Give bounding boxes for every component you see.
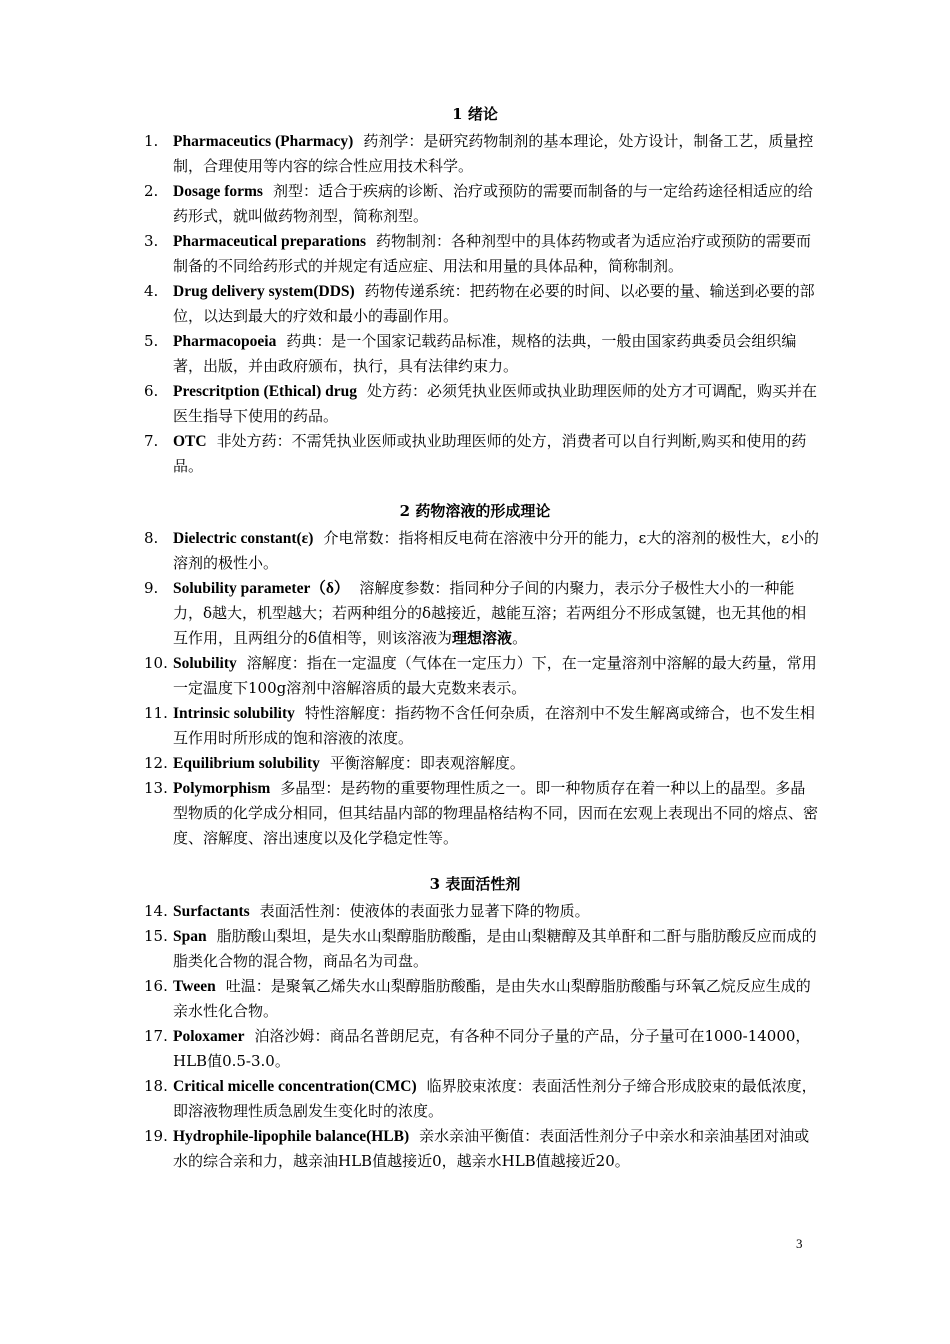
item-definition-tail: 。	[512, 629, 528, 647]
list-item	[0, 279, 950, 329]
page-number: 3	[796, 1236, 803, 1251]
list-item	[0, 974, 950, 1024]
item-definition: 亲水亲油平衡值：表面活性剂分子中亲水和亲油基团对油或水的综合亲和力，越亲油HLB值越接近0，越亲水HLB值越接近20。	[173, 1127, 810, 1170]
section-solution-theory	[0, 501, 950, 851]
list-item	[0, 651, 950, 701]
item-term: Span	[173, 928, 207, 945]
item-number: 1.	[144, 132, 159, 150]
item-term: Polymorphism	[173, 780, 271, 797]
item-number: 3.	[144, 232, 159, 250]
item-definition: 泊洛沙姆：商品名普朗尼克，有各种不同分子量的产品，分子量可在1000-14000，HLB值0.5-3.0。	[173, 1027, 811, 1070]
item-number: 12.	[144, 754, 168, 772]
item-term: Pharmaceutical preparations	[173, 233, 367, 250]
item-number: 14.	[144, 902, 168, 920]
item-definition: 非处方药：不需凭执业医师或执业助理医师的处方，消费者可以自行判断,购买和使用的药品。	[173, 432, 807, 475]
item-number: 6.	[144, 382, 159, 400]
item-number: 15.	[144, 927, 168, 945]
section-introduction	[0, 104, 950, 479]
item-term: Poloxamer	[173, 1028, 245, 1045]
list-item	[0, 429, 950, 479]
item-number: 7.	[144, 432, 159, 450]
item-term: Tween	[173, 978, 216, 995]
item-number: 18.	[144, 1077, 168, 1095]
list-item	[0, 229, 950, 279]
list-item	[0, 1024, 950, 1074]
item-term: Pharmacopoeia	[173, 333, 277, 350]
section-surfactants	[0, 874, 950, 1174]
list-item	[0, 379, 950, 429]
list-item	[0, 701, 950, 751]
item-number: 16.	[144, 977, 168, 995]
list-item	[0, 924, 950, 974]
item-number: 8.	[144, 529, 159, 547]
item-number: 13.	[144, 779, 168, 797]
item-definition: 脂肪酸山梨坦，是失水山梨醇脂肪酸酯，是由山梨糖醇及其单酐和二酐与脂肪酸反应而成的脂类化合物的混合物，商品名为司盘。	[173, 927, 817, 970]
item-definition: 表面活性剂：使液体的表面张力显著下降的物质。	[259, 902, 590, 920]
item-definition: 药典：是一个国家记载药品标准，规格的法典，一般由国家药典委员会组织编著，出版，并由政府颁布，执行，具有法律约束力。	[173, 332, 797, 375]
list-item	[0, 576, 950, 651]
item-number: 2.	[144, 182, 159, 200]
item-term: Solubility parameter（δ）	[173, 580, 350, 597]
section-heading: 1 绪论	[452, 105, 498, 123]
item-term: Dielectric constant(ε)	[173, 530, 314, 547]
item-definition: 药物传递系统：把药物在必要的时间、以必要的量、输送到必要的部位，以达到最大的疗效和最小的毒副作用。	[173, 282, 815, 325]
item-definition: 特性溶解度：指药物不含任何杂质，在溶剂中不发生解离或缔合，也不发生相互作用时所形成的饱和溶液的浓度。	[173, 704, 815, 747]
item-number: 4.	[144, 282, 159, 300]
item-definition: 药剂学：是研究药物制剂的基本理论，处方设计，制备工艺，质量控制，合理使用等内容的综合性应用技术科学。	[173, 132, 814, 175]
item-definition: 处方药：必须凭执业医师或执业助理医师的处方才可调配，购买并在医生指导下使用的药品。	[173, 382, 817, 425]
item-number: 17.	[144, 1027, 168, 1045]
item-definition: 溶解度参数：指同种分子间的内聚力，表示分子极性大小的一种能力，δ越大，机型越大；若两种组分的δ越接近，越能互溶；若两组分不形成氢键，也无其他的相互作用，且两组分的δ值相等，则该溶液为	[173, 579, 807, 647]
item-definition: 溶解度：指在一定温度（气体在一定压力）下，在一定量溶剂中溶解的最大药量，常用一定温度下100g溶剂中溶解溶质的最大克数来表示。	[173, 654, 817, 697]
item-term: Prescritption (Ethical) drug	[173, 383, 357, 400]
item-definition: 药物制剂：各种剂型中的具体药物或者为适应治疗或预防的需要而制备的不同给药形式的并规定有适应症、用法和用量的具体品种，简称制剂。	[173, 232, 812, 275]
section-heading: 3 表面活性剂	[429, 875, 521, 893]
item-term: Equilibrium solubility	[173, 755, 320, 772]
item-term: Surfactants	[173, 903, 250, 920]
item-definition: 吐温：是聚氧乙烯失水山梨醇脂肪酸酯，是由失水山梨醇脂肪酸酯与环氧乙烷反应生成的亲水性化合物。	[173, 977, 811, 1020]
item-number: 10.	[144, 654, 168, 672]
item-term: Dosage forms	[173, 183, 263, 200]
list-item	[0, 899, 950, 924]
list-item	[0, 1124, 950, 1174]
item-number: 19.	[144, 1127, 168, 1145]
list-item	[0, 751, 950, 776]
item-term: Drug delivery system(DDS)	[173, 283, 355, 300]
item-number: 9.	[144, 579, 159, 597]
section-heading: 2 药物溶液的形成理论	[399, 502, 551, 520]
list-item	[0, 526, 950, 576]
item-term: OTC	[173, 433, 207, 450]
item-definition: 多晶型：是药物的重要物理性质之一。即一种物质存在着一种以上的晶型。多晶型物质的化学成分相同，但其结晶内部的物理晶格结构不同，因而在宏观上表现出不同的熔点、密度、溶解度、溶出速度以及化学稳定性等。	[173, 779, 819, 847]
list-item	[0, 1074, 950, 1124]
list-item	[0, 776, 950, 851]
item-definition: 剂型：适合于疾病的诊断、治疗或预防的需要而制备的与一定给药途径相适应的给药形式，就叫做药物剂型，简称剂型。	[173, 182, 813, 225]
item-emphasis: 理想溶液	[452, 629, 513, 647]
item-definition: 介电常数：指将相反电荷在溶液中分开的能力，ε大的溶剂的极性大，ε小的溶剂的极性小。	[173, 529, 820, 572]
item-term: Intrinsic solubility	[173, 705, 295, 722]
list-item	[0, 329, 950, 379]
item-number: 5.	[144, 332, 159, 350]
item-definition: 临界胶束浓度：表面活性剂分子缔合形成胶束的最低浓度，即溶液物理性质急剧发生变化时的浓度。	[173, 1077, 817, 1120]
item-term: Solubility	[173, 655, 237, 672]
item-term: Hydrophile-lipophile balance(HLB)	[173, 1128, 410, 1145]
item-term: Critical micelle concentration(CMC)	[173, 1078, 417, 1095]
item-term: Pharmaceutics (Pharmacy)	[173, 133, 354, 150]
item-number: 11.	[144, 704, 168, 722]
list-item	[0, 129, 950, 179]
item-definition: 平衡溶解度：即表观溶解度。	[329, 754, 525, 772]
list-item	[0, 179, 950, 229]
